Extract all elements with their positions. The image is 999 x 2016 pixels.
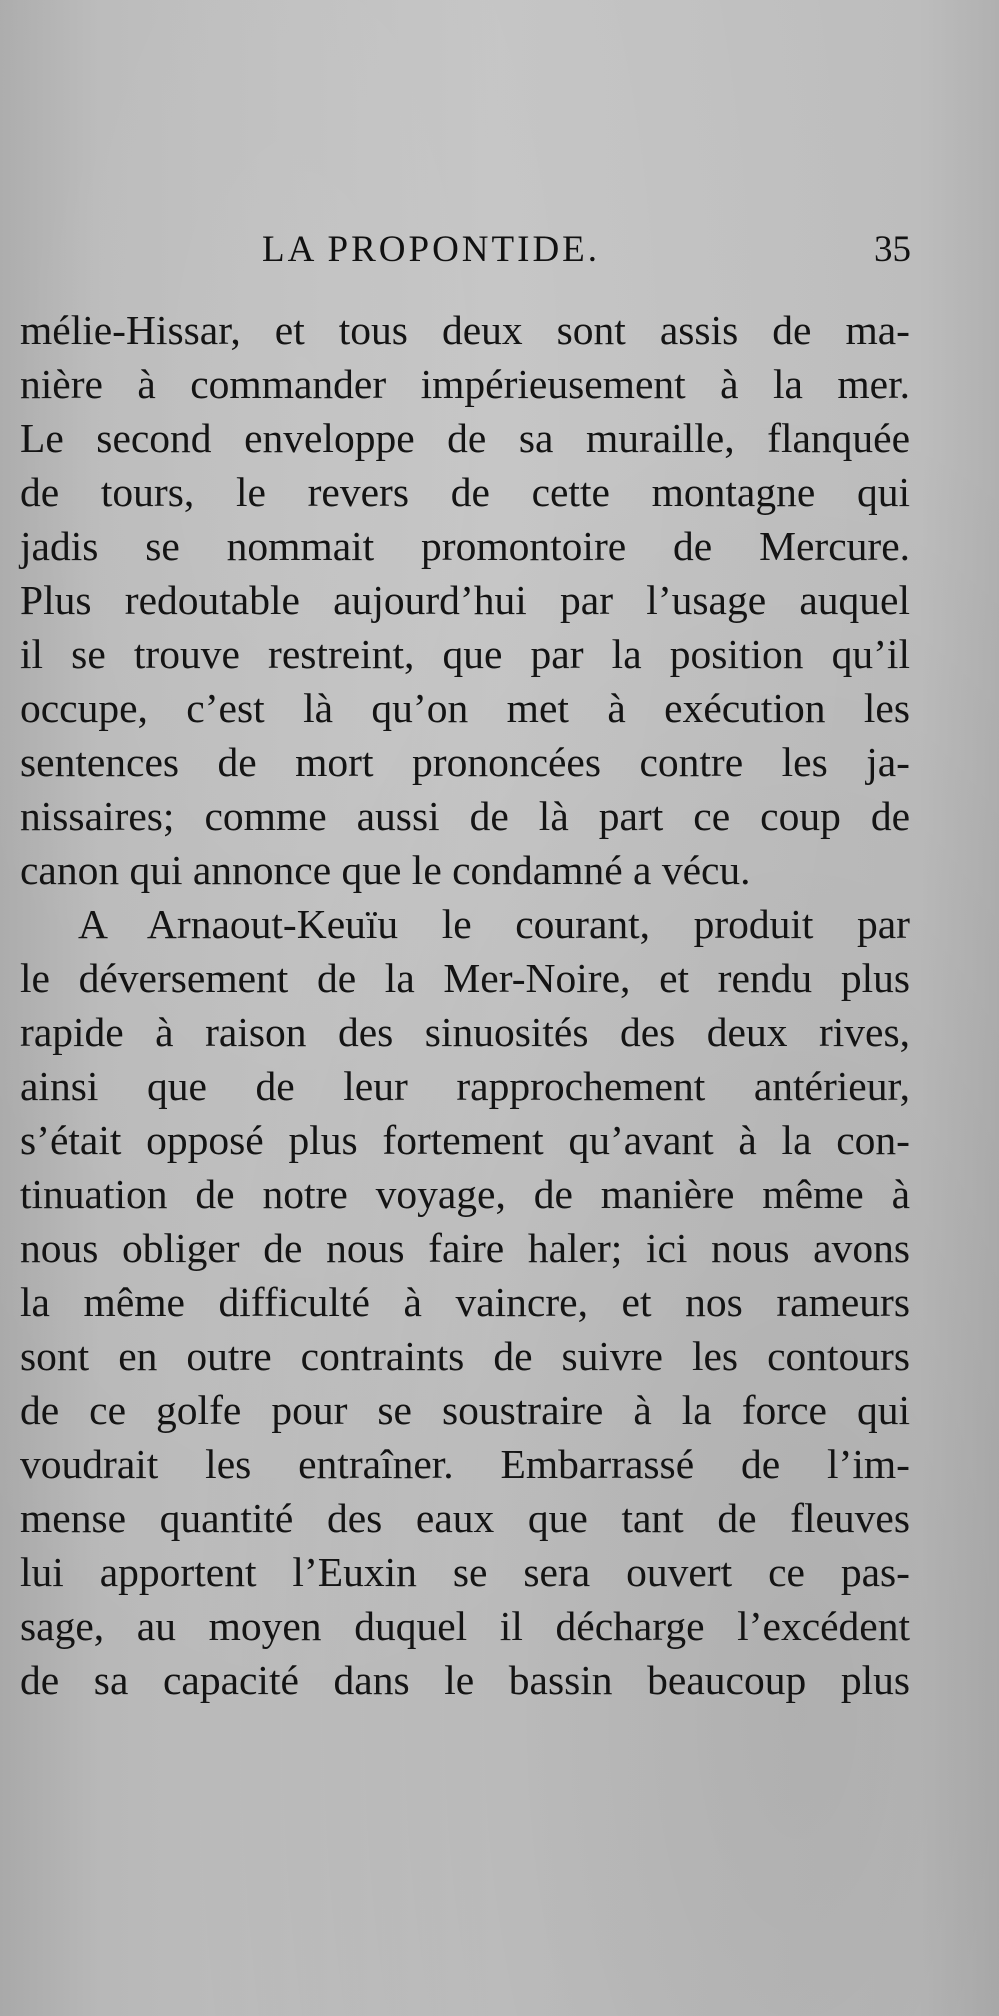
text-line: le déversement de la Mer-Noire, et rendu plus xyxy=(20,955,910,1001)
text-line: sage, au moyen duquel il décharge l’excédent xyxy=(20,1603,910,1649)
page-number: 35 xyxy=(874,229,911,270)
page-header xyxy=(0,228,999,288)
text-line: de sa capacité dans le bassin beaucoup plus xyxy=(20,1657,910,1703)
text-line: s’était opposé plus fortement qu’avant à la con- xyxy=(20,1117,910,1163)
text-line: il se trouve restreint, que par la position qu’il xyxy=(20,631,910,677)
text-line: occupe, c’est là qu’on met à exécution les xyxy=(20,685,910,731)
text-line: de ce golfe pour se soustraire à la force qui xyxy=(20,1387,910,1433)
text-line: nissaires; comme aussi de là part ce coup de xyxy=(20,793,910,839)
text-line: voudrait les entraîner. Embarrassé de l’im- xyxy=(20,1441,910,1487)
text-line: canon qui annonce que le condamné a vécu. xyxy=(20,847,751,893)
text-line: tinuation de notre voyage, de manière même à xyxy=(20,1171,910,1217)
text-line: A Arnaout-Keuïu le courant, produit par xyxy=(78,901,910,947)
text-line: mélie-Hissar, et tous deux sont assis de ma- xyxy=(20,307,910,353)
text-line: sentences de mort prononcées contre les ja- xyxy=(20,739,910,785)
text-line: Le second enveloppe de sa muraille, flanquée xyxy=(20,415,910,461)
text-line: Plus redoutable aujourd’hui par l’usage auquel xyxy=(20,577,910,623)
body-text xyxy=(20,303,910,1707)
text-line: de tours, le revers de cette montagne qui xyxy=(20,469,910,515)
text-line: la même difficulté à vaincre, et nos rameurs xyxy=(20,1279,910,1325)
text-line: jadis se nommait promontoire de Mercure. xyxy=(20,523,910,569)
text-line: sont en outre contraints de suivre les contours xyxy=(20,1333,910,1379)
running-title: LA PROPONTIDE. xyxy=(262,229,601,270)
text-line: rapide à raison des sinuosités des deux rives, xyxy=(20,1009,910,1055)
text-line: mense quantité des eaux que tant de fleuves xyxy=(20,1495,910,1541)
text-line: lui apportent l’Euxin se sera ouvert ce pas- xyxy=(20,1549,910,1595)
text-line: nière à commander impérieusement à la mer. xyxy=(20,361,910,407)
text-line: nous obliger de nous faire haler; ici nous avons xyxy=(20,1225,910,1271)
text-line: ainsi que de leur rapprochement antérieur, xyxy=(20,1063,910,1109)
